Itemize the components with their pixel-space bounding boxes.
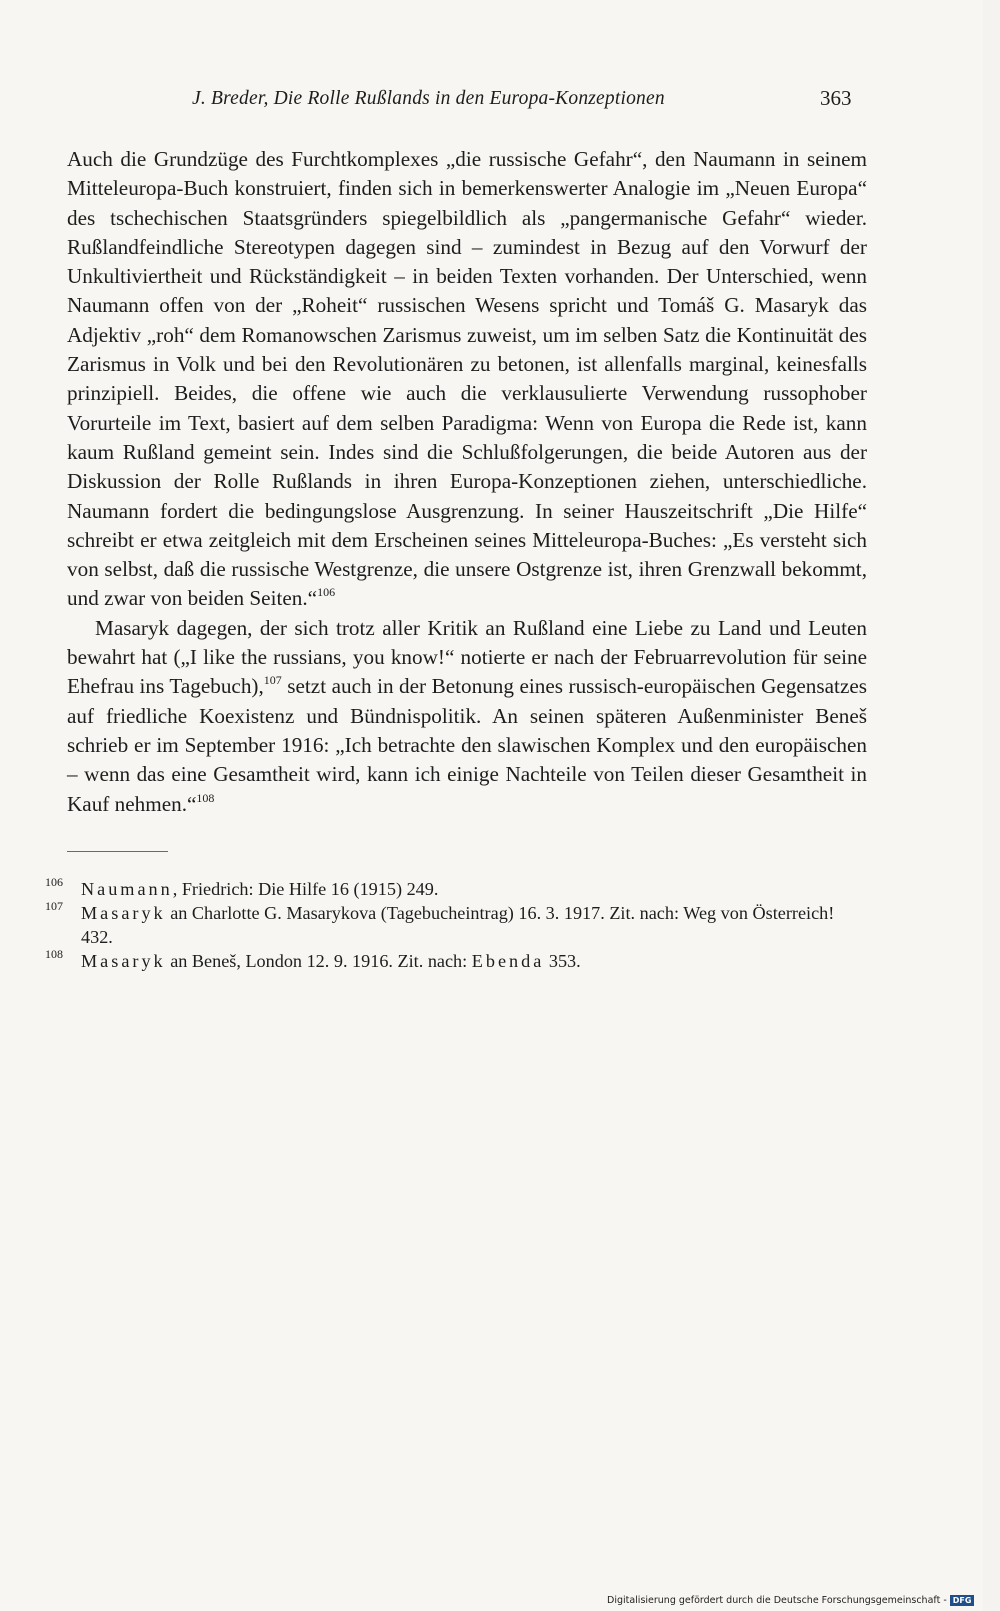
footnote-108 — [45, 949, 867, 973]
credit-text: Digitalisierung gefördert durch die Deutsche Forschungsgemeinschaft - — [607, 1595, 947, 1606]
page-number: 363 — [820, 86, 852, 110]
footnote-ref-108[interactable]: 108 — [196, 790, 215, 805]
dfg-logo: DFG — [950, 1595, 975, 1606]
footnote-107 — [45, 901, 867, 949]
footnote-number: 106 — [45, 875, 63, 889]
footnote-author: Naumann — [81, 879, 173, 899]
paragraph-2 — [67, 614, 867, 819]
paragraph-2-text-a: Masaryk dagegen, der sich trotz aller Kritik an Rußland eine Liebe zu Land und Leuten bewahrt hat („I like the russians, you know!“ notierte er nach der Februarrevolution für seine Ehefrau ins Tagebuch), — [67, 615, 867, 699]
footnote-number: 107 — [45, 899, 63, 913]
footnote-ref-107[interactable]: 107 — [263, 673, 282, 688]
footnote-tail: 353. — [544, 951, 581, 971]
footnote-106 — [45, 877, 867, 901]
footnote-separator — [67, 851, 168, 852]
paragraph-1 — [67, 145, 867, 614]
footnote-author: Masaryk — [81, 903, 166, 923]
paragraph-1-text: Auch die Grundzüge des Furchtkomplexes „die russische Gefahr“, den Naumann in seinem Mitteleuropa-Buch konstruiert, finden sich in bemerkenswerter Analogie im „Neuen Europa“ des tschechischen Staatsgründers spiegelbildlich als „pangermanische Gefahr“ wieder. Rußlandfeindliche Stereotypen dagegen sind – zumindest in Bezug auf den Vorwurf der Unkultiviertheit und Rückständigkeit – in beiden Texten vorhanden. Der Unterschied, wenn Naumann offen von der „Roheit“ russischen Wesens spricht und Tomáš G. Masaryk das Adjektiv „roh“ dem Romanowschen Zarismus zuweist, um im selben Satz die Kontinuität des Zarismus in Volk und bei den Revolutionären zu betonen, ist allenfalls marginal, keinesfalls prinzipiell. Beides, die offene wie auch die verklausulierte Verwendung russophober Vorurteile im Text, basiert auf dem selben Paradigma: Wenn von Europa die Rede ist, kann kaum Rußland gemeint sein. Indes sind die Schlußfolgerungen, die beide Autoren aus der Diskussion der Rolle Rußlands in ihren Europa-Konzeptionen ziehen, unterschiedliche. Naumann fordert die bedingungslose Ausgrenzung. In seiner Hauszeitschrift „Die Hilfe“ schreibt er etwa zeitgleich mit dem Erscheinen seines Mitteleuropa-Buches: „Es versteht sich von selbst, daß die russische Westgrenze, die unsere Ostgrenze ist, ihren Grenzwall bekommt, und zwar von beiden Seiten.“ — [67, 147, 867, 611]
paragraph-2-text-b: setzt auch in der Betonung eines russisch-europäischen Gegensatzes auf friedliche Koexistenz und Bündnispolitik. An seinen späteren Außenminister Beneš schrieb er im September 1916: „Ich betrachte den slawischen Komplex und den europäischen – wenn das eine Gesamtheit wird, kann ich einige Nachteile von Teilen dieser Gesamtheit in Kauf nehmen.“ — [67, 674, 867, 816]
body-text — [67, 145, 867, 819]
footnote-text: an Charlotte G. Masarykova (Tagebucheintrag) 16. 3. 1917. Zit. nach: Weg von Österreich! 432. — [81, 903, 835, 947]
footnote-text: , Friedrich: Die Hilfe 16 (1915) 249. — [172, 879, 439, 899]
running-head: J. Breder, Die Rolle Rußlands in den Europa-Konzeptionen — [192, 88, 665, 109]
footnote-reference: Ebenda — [471, 951, 545, 971]
footnote-ref-106[interactable]: 106 — [317, 585, 336, 600]
footnote-author: Masaryk — [81, 951, 166, 971]
digitization-credit — [607, 1595, 974, 1606]
footnotes — [45, 877, 867, 973]
footnote-number: 108 — [45, 947, 63, 961]
footnote-text: an Beneš, London 12. 9. 1916. Zit. nach: — [165, 951, 472, 971]
